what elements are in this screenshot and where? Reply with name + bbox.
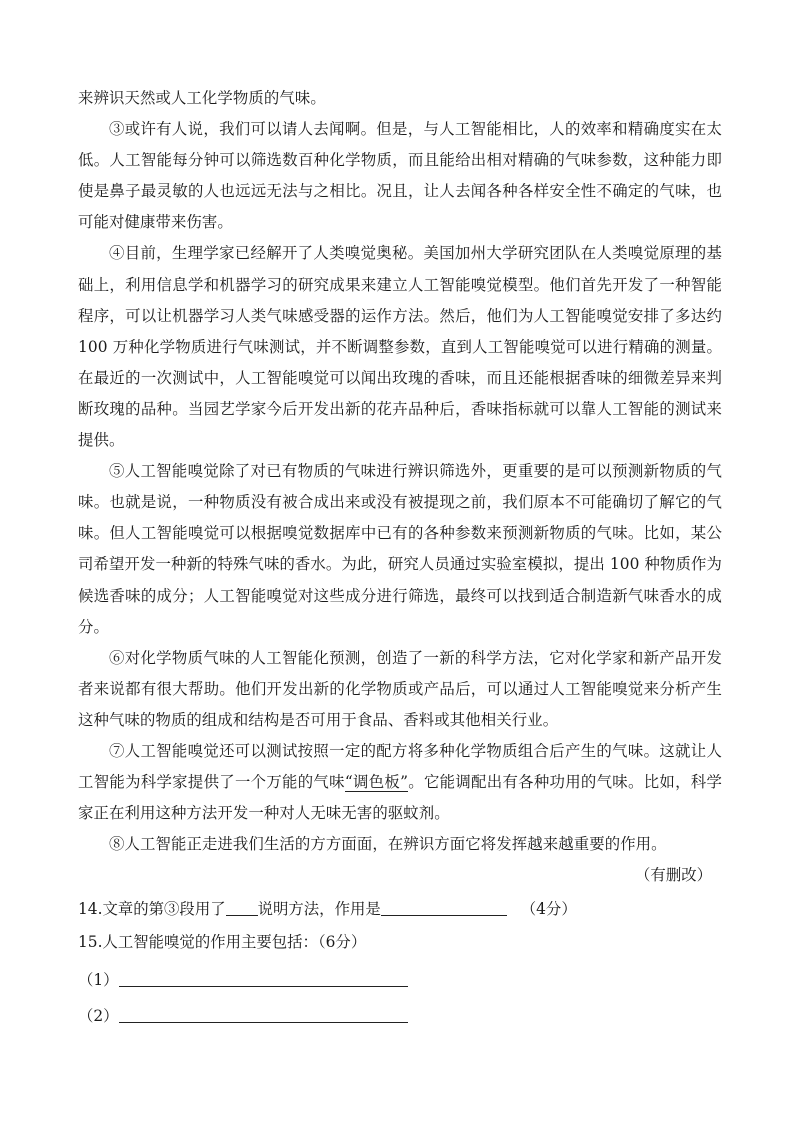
question-14 — [78, 893, 722, 926]
q15-answer-1-blank[interactable] — [119, 968, 408, 987]
q14-score: （4分） — [520, 900, 577, 919]
paragraph-5: ⑤人工智能嗅觉除了对已有物质的气味进行辨识筛选外，更重要的是可以预测新物质的气味。也就是说，一种物质没有被合成出来或没有被提现之前，我们原本不可能确切了解它的气味。但人工智能嗅觉可以根据嗅觉数据库中已有的各种参数来预测新物质的气味。比如，某公司希望开发一种新的特殊气味的香水。为此，研究人员通过实验室模拟，提出 100 种物质作为候选香味的成分；人工智能嗅觉对这些成分进行筛选，最终可以找到适合制造新气味香水的成分。 — [78, 462, 722, 636]
q14-text-b: 说明方法，作用是 — [257, 900, 381, 919]
q15-answer-1 — [78, 962, 722, 998]
q14-text-a: 14.文章的第③段用了 — [78, 900, 226, 919]
document-page — [78, 83, 722, 1034]
q15-answer-2 — [78, 998, 722, 1034]
paragraph-4: ④目前，生理学家已经解开了人类嗅觉奥秘。美国加州大学研究团队在人类嗅觉原理的基础上，利用信息学和机器学习的研究成果来建立人工智能嗅觉模型。他们首先开发了一种智能程序，可以让机器学习人类气味感受器的运作方法。然后，他们为人工智能嗅觉安排了多达约 100 万种化学物质进行气味测试，并不断调整参数，直到人工智能嗅觉可以进行精确的测量。在最近的一次测试中，人工智能嗅觉可以闻出玫瑰的香味，而且还能根据香味的细微差异来判断玫瑰的品种。当园艺学家今后开发出新的花卉品种后，香味指标就可以靠人工智能的测试来提供。 — [78, 244, 722, 450]
q14-method-blank[interactable] — [226, 897, 258, 916]
paragraph-7-text-a: ⑦人工智能嗅觉还可以测试按照一定的配方将多种化学物质组合后产生的气味。这就让人工智能为科学家提供了一个万能的气味 — [78, 741, 722, 792]
paragraph-continuation: 来辨识天然或人工化学物质的气味。 — [78, 89, 326, 107]
palette-quote: “调色板” — [344, 773, 409, 792]
paragraph-6: ⑥对化学物质气味的人工智能化预测，创造了一新的科学方法，它对化学家和新产品开发者来说都有很大帮助。他们开发出新的化学物质或产品后，可以通过人工智能嗅觉来分析产生这种气味的物质的组成和结构是否可用于食品、香料或其他相关行业。 — [78, 648, 722, 729]
q15-item-2-label: （2） — [78, 1007, 119, 1026]
paragraph-8: ⑧人工智能正走进我们生活的方方面面，在辨识方面它将发挥越来越重要的作用。 — [109, 835, 667, 854]
q14-effect-blank[interactable] — [381, 897, 507, 916]
paragraph-7 — [78, 736, 722, 829]
question-15: 15.人工智能嗅觉的作用主要包括：（6分） — [78, 933, 367, 952]
paragraph-7-text-b: 。它能调配出有各种功用的气味。比如，科学家正在利用这种方法开发一种对人无味无害的驱蚊剂。 — [78, 773, 722, 823]
source-note: （有删改） — [635, 866, 712, 885]
paragraph-3: ③或许有人说，我们可以请人去闻啊。但是，与人工智能相比，人的效率和精确度实在太低。人工智能每分钟可以筛选数百种化学物质，而且能给出相对精确的气味参数，这种能力即使是鼻子最灵敏的人也远远无法与之相比。况且，让人去闻各种各样安全性不确定的气味，也可能对健康带来伤害。 — [78, 120, 722, 232]
q15-answer-2-blank[interactable] — [119, 1004, 408, 1023]
q15-item-1-label: （1） — [78, 971, 119, 990]
